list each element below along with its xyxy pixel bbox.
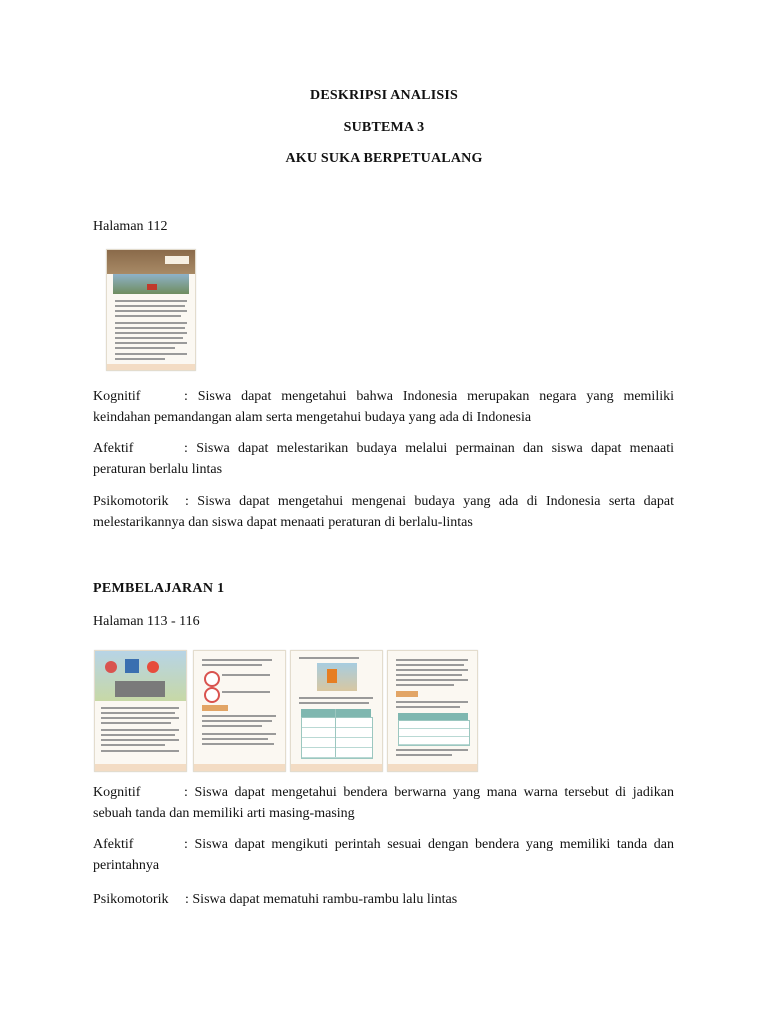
section1-afektif (93, 438, 674, 480)
kognitif-label: Kognitif (93, 785, 141, 800)
psikomotorik-label: Psikomotorik (93, 892, 169, 907)
page-reference-112: Halaman 112 (93, 219, 168, 234)
subtheme-name: AKU SUKA BERPETUALANG (285, 151, 483, 166)
page-reference-113-116: Halaman 113 - 116 (93, 614, 200, 629)
afektif-text: : Siswa dapat mengikuti perintah sesuai dengan bendera yang memiliki tanda dan perintahnya (93, 837, 674, 873)
psikomotorik-label: Psikomotorik (93, 494, 169, 509)
section1-kognitif (93, 386, 674, 428)
psikomotorik-text: : Siswa dapat mematuhi rambu-rambu lalu lintas (185, 892, 458, 907)
document-title: DESKRIPSI ANALISIS (310, 88, 458, 103)
textbook-page-112-thumbnail (106, 249, 196, 371)
textbook-page-113-thumbnail (94, 650, 187, 772)
section2-afektif (93, 834, 674, 876)
section2-psikomotorik (93, 889, 674, 910)
afektif-label: Afektif (93, 441, 134, 456)
textbook-page-116-thumbnail (387, 650, 478, 772)
textbook-page-115-thumbnail (290, 650, 383, 772)
kognitif-label: Kognitif (93, 389, 141, 404)
kognitif-text: : Siswa dapat mengetahui bendera berwarna yang mana warna tersebut di jadikan sebuah tanda dan memiliki arti masing-masing (93, 785, 674, 821)
textbook-page-114-thumbnail (193, 650, 286, 772)
afektif-text: : Siswa dapat melestarikan budaya melalui permainan dan siswa dapat menaati peraturan berlalu lintas (93, 441, 674, 477)
kognitif-text: : Siswa dapat mengetahui bahwa Indonesia merupakan negara yang memiliki keindahan pemandangan alam serta mengetahui budaya yang ada di Indonesia (93, 389, 674, 425)
subtheme-title: SUBTEMA 3 (343, 120, 425, 135)
section-heading-pembelajaran-1: PEMBELAJARAN 1 (93, 581, 225, 596)
section2-kognitif (93, 782, 674, 824)
section1-psikomotorik (93, 491, 674, 533)
afektif-label: Afektif (93, 837, 134, 852)
psikomotorik-text: : Siswa dapat mengetahui mengenai budaya yang ada di Indonesia serta dapat melestarikannya dan siswa dapat menaati peraturan di berlalu-lintas (93, 494, 674, 530)
